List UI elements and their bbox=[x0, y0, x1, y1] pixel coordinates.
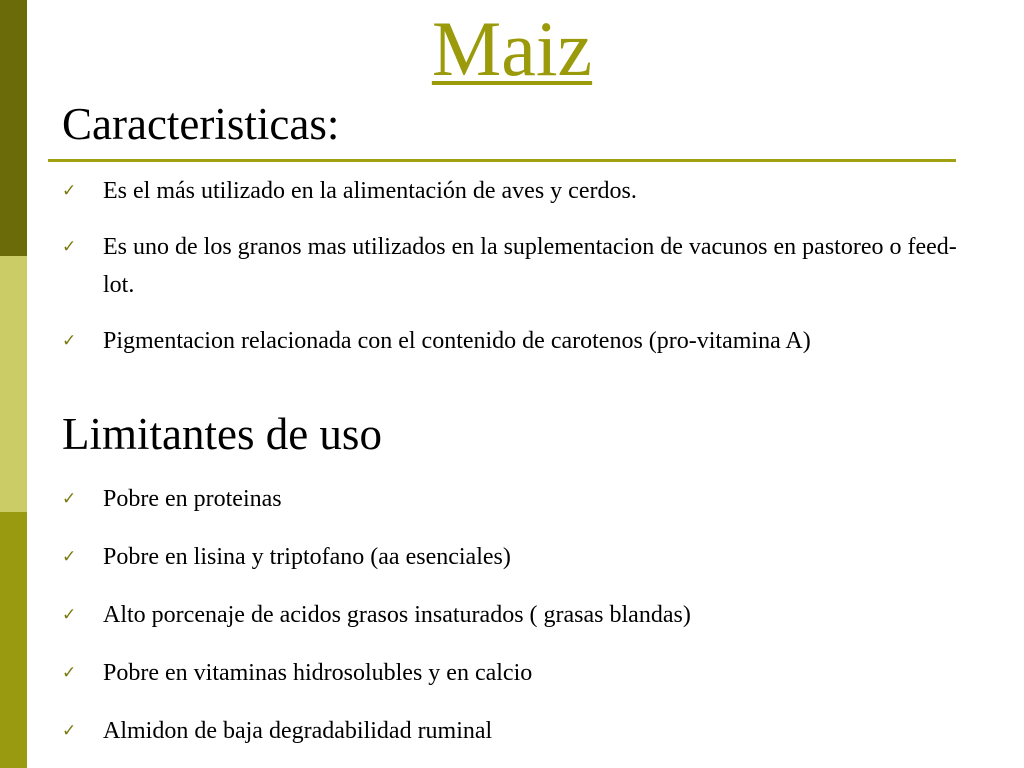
list-item bbox=[62, 480, 962, 518]
list-item bbox=[62, 322, 962, 360]
list-item bbox=[62, 228, 962, 304]
list-item bbox=[62, 712, 962, 750]
list-item bbox=[62, 538, 962, 576]
sidebar-decoration bbox=[0, 0, 27, 768]
divider-rule bbox=[48, 159, 956, 162]
list-item bbox=[62, 654, 962, 692]
caracteristicas-list bbox=[62, 172, 962, 378]
checkmark-icon: ✓ bbox=[62, 181, 77, 201]
list-item-text: Pigmentacion relacionada con el contenido de carotenos (pro-vitamina A) bbox=[103, 328, 811, 354]
checkmark-icon: ✓ bbox=[62, 237, 77, 257]
list-item-text: Pobre en proteinas bbox=[103, 486, 282, 512]
sidebar-segment-light bbox=[0, 256, 27, 512]
list-item-text: Almidon de baja degradabilidad ruminal bbox=[103, 718, 493, 744]
section-heading-caracteristicas: Caracteristicas: bbox=[62, 99, 340, 149]
checkmark-icon: ✓ bbox=[62, 663, 77, 683]
slide-title-text: Maiz bbox=[431, 5, 593, 92]
list-item-text: Pobre en lisina y triptofano (aa esenciales) bbox=[103, 544, 511, 570]
list-item-text: Pobre en vitaminas hidrosolubles y en calcio bbox=[103, 660, 533, 686]
list-item-text: Alto porcenaje de acidos grasos insaturados ( grasas blandas) bbox=[103, 602, 691, 628]
checkmark-icon: ✓ bbox=[62, 489, 77, 509]
slide-title bbox=[0, 4, 1024, 94]
checkmark-icon: ✓ bbox=[62, 605, 77, 625]
section-heading-limitantes: Limitantes de uso bbox=[62, 409, 382, 459]
checkmark-icon: ✓ bbox=[62, 721, 77, 741]
list-item bbox=[62, 596, 962, 634]
checkmark-icon: ✓ bbox=[62, 547, 77, 567]
checkmark-icon: ✓ bbox=[62, 331, 77, 351]
list-item bbox=[62, 172, 962, 210]
limitantes-list bbox=[62, 480, 962, 768]
list-item-text: Es uno de los granos mas utilizados en la suplementacion de vacunos en pastoreo o feed-lot. bbox=[103, 234, 957, 298]
list-item-text: Es el más utilizado en la alimentación de aves y cerdos. bbox=[103, 178, 637, 204]
sidebar-segment-mid bbox=[0, 512, 27, 768]
